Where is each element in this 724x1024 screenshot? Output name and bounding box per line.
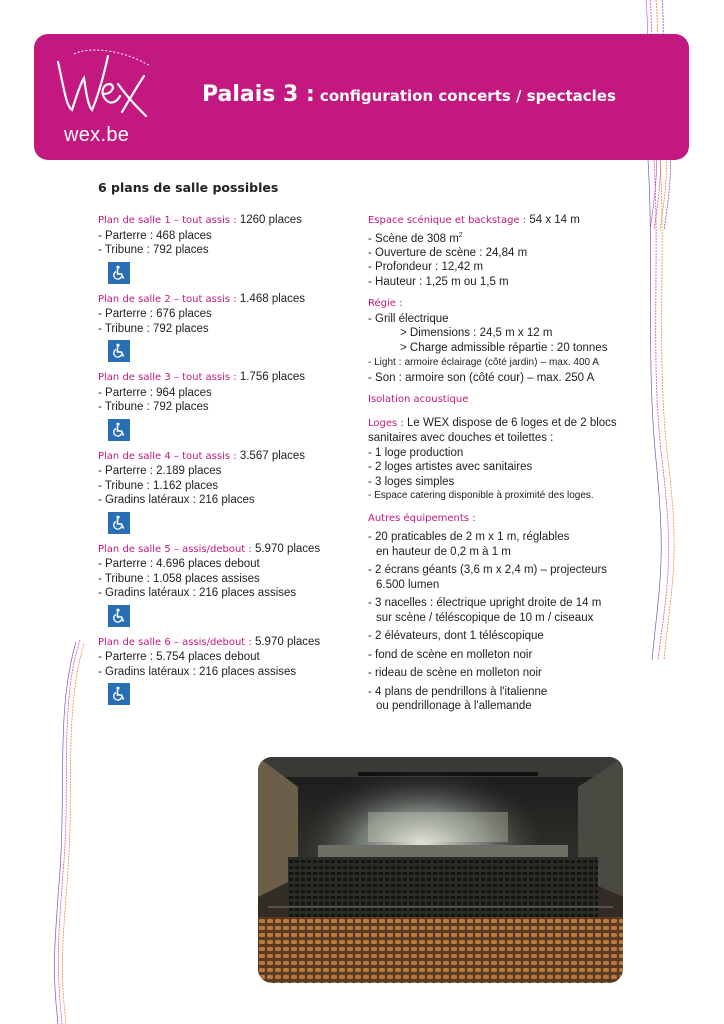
stage-line: - Ouverture de scène : 24,84 m: [368, 246, 528, 259]
equip-section: [368, 512, 638, 714]
plan-1: [98, 213, 353, 284]
loges-line: - 1 loge production: [368, 446, 464, 459]
plan-line: - Parterre : 964 places: [98, 386, 212, 399]
regie-charge: > Charge admissible répartie : 20 tonnes: [400, 341, 608, 354]
header-banner: [34, 34, 689, 160]
stage-section: [368, 213, 638, 289]
wheelchair-icon: [108, 340, 130, 362]
plan-title: Plan de salle 4 – tout assis :: [98, 450, 237, 462]
loges-catering: - Espace catering disponible à proximité des loges.: [368, 490, 594, 502]
loges-text: Le WEX dispose de 6 loges et de 2 blocs sanitaires avec douches et toilettes :: [368, 416, 617, 445]
specs-column: [368, 213, 638, 720]
loges-line: - 2 loges artistes avec sanitaires: [368, 461, 533, 474]
plan-title: Plan de salle 3 – tout assis :: [98, 372, 237, 383]
plan-title: Plan de salle 1 – tout assis :: [98, 215, 237, 226]
plan-4: [98, 449, 353, 534]
stage-scene: - Scène de 308 $m^2$: [368, 231, 463, 245]
plan-line: - Parterre : 2.189 places: [98, 465, 222, 477]
plan-line: - Parterre : 468 places: [98, 229, 212, 242]
plan-total: 1.468 places: [239, 292, 306, 305]
regie-dims: > Dimensions : 24,5 m x 12 m: [400, 327, 553, 340]
title-main: Palais 3 :: [202, 82, 315, 107]
isolation-title: Isolation acoustique: [368, 394, 469, 406]
decorative-threads-right: [640, 160, 680, 660]
plans-column: [98, 213, 353, 711]
plan-line: - Gradins latéraux : 216 places assises: [98, 665, 297, 678]
plan-title: Plan de salle 6 – assis/debout :: [98, 636, 252, 648]
plan-total: 3.567 places: [239, 449, 306, 462]
equip-item: - 4 plans de pendrillons à l'italienne ou pendrillonage à l'allemande: [368, 685, 548, 713]
plan-2: [98, 292, 353, 363]
plan-line: - Gradins latéraux : 216 places assises: [98, 587, 297, 599]
stage-line: - Hauteur : 1,25 m ou 1,5 m: [368, 275, 509, 288]
regie-grill: - Grill électrique: [368, 312, 449, 325]
decorative-threads-left: [50, 640, 90, 1024]
isolation-section: [368, 393, 638, 408]
plan-5: [98, 542, 353, 627]
stage-size: 54 x 14 m: [529, 214, 580, 226]
wheelchair-icon: [108, 512, 130, 534]
regie-light: - Light : armoire éclairage (côté jardin) – max. 400 A: [368, 357, 599, 369]
wheelchair-icon: [108, 605, 130, 627]
plan-line: - Parterre : 676 places: [98, 308, 212, 320]
equip-item: - 2 écrans géants (3,6 m x 2,4 m) – projecteurs 6.500 lumen: [368, 564, 608, 591]
stage-line: - Profondeur : 12,42 m: [368, 261, 484, 274]
plan-total: 1.756 places: [239, 371, 306, 383]
equip-title: Autres équipements :: [368, 512, 476, 524]
title-sub: configuration concerts / spectacles: [319, 87, 616, 105]
plan-total: 5.970 places: [254, 635, 321, 648]
plan-title: Plan de salle 2 – tout assis :: [98, 293, 237, 305]
plan-3: [98, 370, 353, 441]
wex-logo: [54, 48, 154, 124]
equip-item: - 2 élévateurs, dont 1 téléscopique: [368, 630, 544, 643]
regie-son: - Son : armoire son (côté cour) – max. 250 A: [368, 371, 595, 384]
loges-section: [368, 416, 638, 504]
plan-line: - Tribune : 792 places: [98, 244, 209, 256]
equip-item: - rideau de scène en molleton noir: [368, 667, 542, 680]
page-title: [202, 82, 616, 107]
stage-title: Espace scénique et backstage :: [368, 215, 527, 226]
plan-line: - Parterre : 4.696 places debout: [98, 558, 260, 570]
plan-title: Plan de salle 5 – assis/debout :: [98, 543, 252, 555]
equip-item: - 3 nacelles : électrique upright droite de 14 m sur scène / téléscopique de 10 m / ciseaux: [368, 597, 602, 624]
regie-section: [368, 297, 638, 385]
plan-total: 5.970 places: [254, 542, 321, 555]
regie-title: Régie :: [368, 298, 403, 310]
equip-item: - fond de scène en molleton noir: [368, 648, 533, 661]
wheelchair-icon: [108, 262, 130, 284]
section-subtitle: 6 plans de salle possibles: [98, 180, 279, 195]
plan-line: - Tribune : 1.058 places assises: [98, 572, 260, 585]
concert-hall-photo: [258, 757, 623, 983]
plan-total: 1260 places: [239, 214, 302, 226]
plan-line: - Gradins latéraux : 216 places: [98, 494, 255, 506]
loges-line: - 3 loges simples: [368, 475, 455, 488]
plan-line: - Tribune : 792 places: [98, 401, 209, 413]
plan-line: - Parterre : 5.754 places debout: [98, 651, 260, 663]
plan-line: - Tribune : 792 places: [98, 322, 209, 335]
loges-title: Loges :: [368, 417, 404, 429]
wheelchair-icon: [108, 683, 130, 705]
plan-6: [98, 635, 353, 706]
wheelchair-icon: [108, 419, 130, 441]
equip-item: - 20 praticables de 2 m x 1 m, réglables en hauteur de 0,2 m à 1 m: [368, 531, 570, 558]
plan-line: - Tribune : 1.162 places: [98, 479, 219, 492]
site-url: wex.be: [64, 124, 130, 146]
